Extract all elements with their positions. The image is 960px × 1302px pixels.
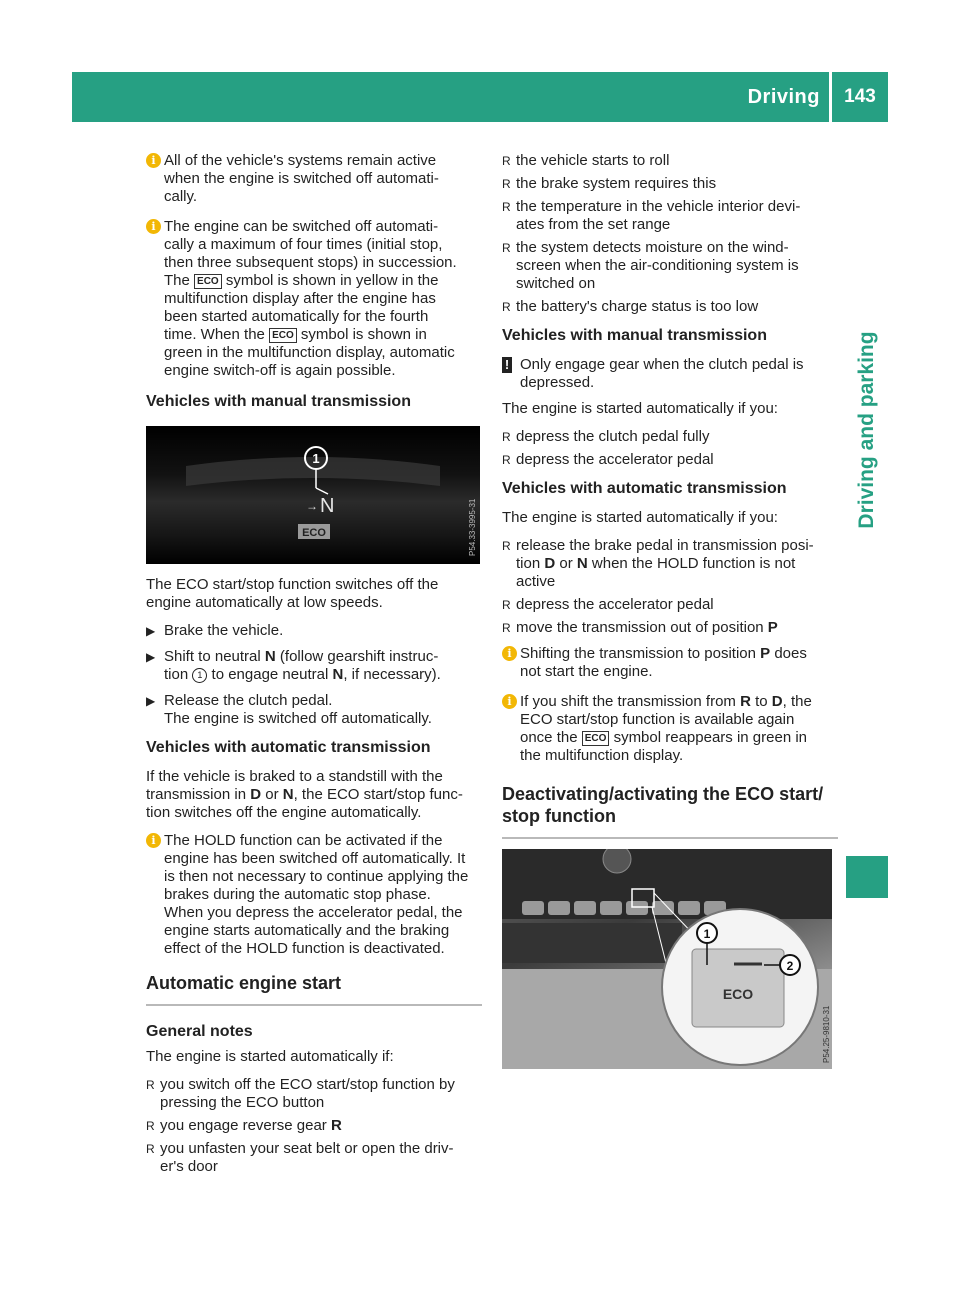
body-text: The engine is started automatically if you: <box>502 400 778 417</box>
page-header <box>72 72 888 122</box>
body-text: The ECO start/stop function switches off the <box>146 576 439 593</box>
body-text: If the vehicle is braked to a standstill with the <box>146 768 443 785</box>
list-item: R release the brake pedal in transmission posi- tion D or N when the HOLD function is not active <box>502 537 838 591</box>
note-text: then three subsequent stops) in succession. <box>164 254 457 271</box>
callout-2: 2 <box>786 959 794 973</box>
right-column <box>502 152 838 1069</box>
callout-1-icon: 1 <box>192 668 207 683</box>
info-note <box>146 218 482 380</box>
list-item: R you engage reverse gear R <box>146 1117 482 1135</box>
note-text: when the engine is switched off automati- <box>164 170 439 187</box>
warning-icon: ! <box>502 357 512 373</box>
info-note: i If you shift the transmission from R to D, the ECO start/stop function is available again once the ECO symbol reappears in green in the multifunction display. <box>502 693 838 765</box>
list-item: R the battery's charge status is too low <box>502 298 838 316</box>
condition-list <box>146 1076 482 1176</box>
step-arrow-icon: ▶ <box>146 624 156 638</box>
section-heading: Vehicles with automatic transmission <box>146 739 431 756</box>
instruction-step: ▶ Brake the vehicle. <box>146 622 284 639</box>
body-text: engine automatically at low speeds. <box>146 594 383 611</box>
info-icon: i <box>146 153 161 168</box>
list-item: R the vehicle starts to roll <box>502 152 838 170</box>
eco-badge: ECO <box>302 527 326 539</box>
note-text: cally. <box>164 188 198 205</box>
list-item: R the temperature in the vehicle interior devi- ates from the set range <box>502 198 838 234</box>
body-text: The engine is started automatically if you: <box>502 509 778 526</box>
console-illustration <box>502 849 832 1069</box>
note-text: been started automatically for the fourth <box>164 308 429 325</box>
note-text: The engine can be switched off automati- <box>164 218 439 235</box>
info-icon: i <box>146 219 161 234</box>
section-heading: Vehicles with manual transmission <box>502 327 767 344</box>
condition-list <box>502 428 838 469</box>
section-heading: Vehicles with manual transmission <box>146 393 411 410</box>
list-item: R the brake system requires this <box>502 175 838 193</box>
note-text: multifunction display after the engine has <box>164 290 436 307</box>
chapter-title: Driving <box>747 86 820 108</box>
section-heading: Automatic engine start <box>146 972 482 1006</box>
body-text: The engine is started automatically if: <box>146 1048 394 1065</box>
display-illustration <box>146 426 480 564</box>
side-tab-label: Driving and parking <box>855 331 878 529</box>
gear-indicator: N <box>320 495 335 517</box>
multifunction-display-figure <box>146 426 480 564</box>
side-tab <box>846 300 888 560</box>
note-text: The ECO symbol is shown in yellow in the <box>164 272 439 289</box>
list-item: R depress the accelerator pedal <box>502 451 838 469</box>
body-text: tion switches off the engine automatically. <box>146 804 422 821</box>
center-console-figure <box>502 849 832 1069</box>
note-text: engine switch-off is again possible. <box>164 362 396 379</box>
list-item: R depress the clutch pedal fully <box>502 428 838 446</box>
body-text: transmission in D or N, the ECO start/stop func- <box>146 786 463 803</box>
figure-code: P54.33-3995-31 <box>468 498 477 556</box>
instruction-step: ▶ Shift to neutral N (follow gearshift instruc- tion 1 to engage neutral N, if necessary). <box>146 648 441 683</box>
section-heading: Deactivating/activating the ECO start/ stop function <box>502 783 838 839</box>
callout-1: 1 <box>703 927 711 941</box>
info-note: i Shifting the transmission to position P does not start the engine. <box>502 645 838 681</box>
page-number: 143 <box>844 86 876 107</box>
warning-note: ! Only engage gear when the clutch pedal is depressed. <box>502 356 838 392</box>
note-text: All of the vehicle's systems remain active <box>164 152 437 169</box>
subsection-heading: General notes <box>146 1023 253 1040</box>
note-text: cally a maximum of four times (initial stop, <box>164 236 443 253</box>
left-column <box>146 152 482 1184</box>
note-text: green in the multifunction display, automatic <box>164 344 455 361</box>
eco-button-label: ECO <box>722 986 754 1002</box>
step-arrow-icon: ▶ <box>146 650 156 664</box>
callout-1: 1 <box>312 451 320 466</box>
info-icon: i <box>502 646 517 661</box>
eco-symbol-icon: ECO <box>269 328 297 343</box>
eco-symbol-icon: ECO <box>194 274 222 289</box>
condition-list <box>502 537 838 637</box>
info-icon: i <box>502 694 517 709</box>
list-item: R the system detects moisture on the wind- screen when the air-conditioning system is switched on <box>502 239 838 293</box>
eco-symbol-icon: ECO <box>582 731 610 746</box>
step-arrow-icon: ▶ <box>146 694 156 708</box>
info-note: i The HOLD function can be activated if the engine has been switched off automatically. It is then not necessary to continue applying the brakes during the automatic stop phase. When you depress the accelerator pedal, the engine starts automatically and the braking effect of the HOLD function is deactivated. <box>146 832 482 958</box>
info-icon: i <box>146 833 161 848</box>
info-note <box>146 152 482 206</box>
list-item: R you switch off the ECO start/stop function by pressing the ECO button <box>146 1076 482 1112</box>
side-tab-marker <box>846 856 888 898</box>
arrow-icon: → <box>306 499 318 513</box>
note-text: time. When the ECO symbol is shown in <box>164 326 427 343</box>
condition-list <box>502 152 838 316</box>
section-heading: Vehicles with automatic transmission <box>502 480 787 497</box>
list-item: R move the transmission out of position P <box>502 619 838 637</box>
list-item: R depress the accelerator pedal <box>502 596 838 614</box>
instruction-step: ▶ Release the clutch pedal. The engine is switched off automatically. <box>146 692 432 727</box>
list-item: R you unfasten your seat belt or open the driv- er's door <box>146 1140 482 1176</box>
figure-code: P54.25-9810-31 <box>822 1005 831 1063</box>
